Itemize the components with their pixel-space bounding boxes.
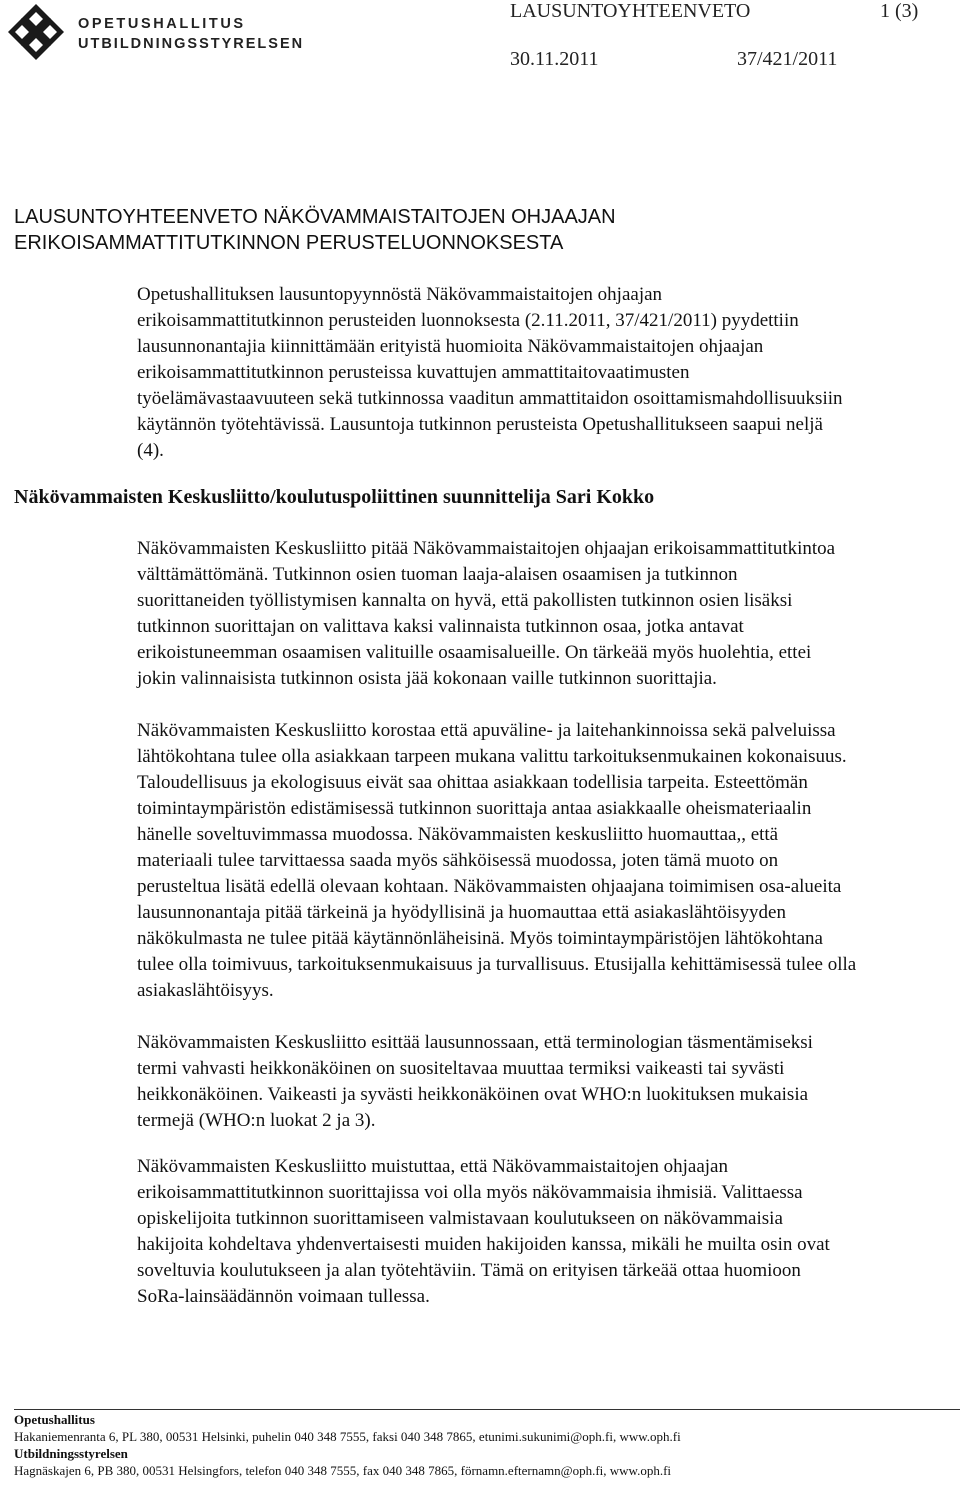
footer: [14, 1411, 681, 1479]
text-line: työelämävastaavuuteen sekä tutkinnossa vaaditun ammattitaidon osoittamismahdollisuuksiin: [137, 388, 843, 409]
text-line: hakijoita kohdeltava yhdenvertaisesti muiden hakijoiden kanssa, mikäli he muilta osin ovat: [137, 1234, 830, 1255]
text-line: perusteltua lisätä edellä olevaan kohtaan. Näkövammaisten ohjaajana toimimisen osa-alueita: [137, 876, 842, 897]
title-line: ERIKOISAMMATTITUTKINNON PERUSTELUONNOKSESTA: [14, 232, 564, 254]
text-line: Näkövammaisten Keskusliitto korostaa että apuväline- ja laitehankinnoissa sekä palveluissa: [137, 720, 836, 741]
text-line: toimintaympäristön edistämisessä tutkinnon suorittaja antaa asiakkaalle oheismateriaalin: [137, 798, 812, 819]
logo-wordmark: [78, 14, 304, 54]
document-type: LAUSUNTOYHTEENVETO: [510, 0, 751, 22]
diamond-logo-icon: [6, 2, 66, 62]
title-line: LAUSUNTOYHTEENVETO NÄKÖVAMMAISTAITOJEN OHJAAJAN: [14, 206, 616, 228]
text-line: Opetushallituksen lausuntopyynnöstä Näkövammaistaitojen ohjaajan: [137, 284, 663, 305]
text-line: materiaali tulee tarvittaessa saada myös sähköisessä muodossa, joten tämä muoto on: [137, 850, 779, 871]
text-line: jokin valinnaisista tutkinnon osista jää kokonaan vaille tutkinnon suorittajia.: [137, 668, 717, 689]
section-heading: Näkövammaisten Keskusliitto/koulutuspoliittinen suunnittelija Sari Kokko: [14, 486, 655, 508]
text-line: lausunnonantaja pitää tärkeinä ja hyödyllisinä ja huomauttaa että asiakaslähtöisyyden: [137, 902, 786, 923]
text-line: tulee olla toimivuus, tarkoituksenmukaisuus ja turvallisuus. Etusijalla kehittämisessä tulee olla: [137, 954, 857, 975]
text-line: lähtökohtana tulee olla asiakkaan tarpeen mukana valittu tarkoituksenmukainen kokonaisuus.: [137, 746, 847, 767]
text-line: käytännön työtehtävissä. Lausuntoja tutkinnon perusteista Opetushallitukseen saapui neljä: [137, 414, 823, 435]
footer-divider: [14, 1409, 960, 1410]
text-line: erikoisammattitutkinnon perusteiden luonnoksesta (2.11.2011, 37/421/2011) pyydettiin: [137, 310, 799, 331]
text-line: opiskelijoita tutkinnon suorittamiseen valmistavaan koulutukseen on näkövammaisia: [137, 1208, 783, 1229]
text-line: erikoisammattitutkinnon suorittajissa voi olla myös näkövammaisia ihmisiä. Valittaessa: [137, 1182, 803, 1203]
text-line: soveltuvia koulutukseen ja alan työtehtäviin. Tämä on erityisen tärkeää ottaa huomioon: [137, 1260, 801, 1281]
text-line: Taloudellisuus ja ekologisuus eivät saa ohittaa asiakkaan todellisia tarpeita. Esteettömän: [137, 772, 808, 793]
text-line: termi vahvasti heikkonäköinen on suositeltavaa muuttaa termiksi vaikeasti tai syvästi: [137, 1058, 785, 1079]
footer-address-swedish: Hagnäskajen 6, PB 380, 00531 Helsingfors, telefon 040 348 7555, fax 040 348 7865, förnamn.efternamn@oph.fi, www.oph.fi: [14, 1463, 672, 1478]
logo-line-finnish: OPETUSHALLITUS: [78, 16, 246, 32]
text-line: heikkonäköinen. Vaikeasti ja syvästi heikkonäköinen ovat WHO:n luokituksen mukaisia: [137, 1084, 809, 1105]
organization-logo: [2, 0, 305, 66]
text-line: näkökulmasta ne tulee pitää käytännönläheisinä. Myös toimintaympäristöjen lähtökohtana: [137, 928, 823, 949]
body-paragraph: [137, 1154, 952, 1310]
text-line: tutkinnon suorittajan on valittava kaksi valinnaista tutkinnon osaa, jotka antavat: [137, 616, 744, 637]
text-line: Näkövammaisten Keskusliitto esittää lausunnossaan, että terminologian täsmentämiseksi: [137, 1032, 813, 1053]
logo-line-swedish: UTBILDNINGSSTYRELSEN: [78, 36, 305, 52]
document-reference: 37/421/2011: [737, 48, 838, 70]
footer-org-finnish: Opetushallitus: [14, 1412, 95, 1427]
text-line: lausunnonantajia kiinnittämään erityistä huomioita Näkövammaistaitojen ohjaajan: [137, 336, 764, 357]
text-line: erikoistuneemman osaamisen valituille osaamisalueille. On tärkeää myös huolehtia, ettei: [137, 642, 812, 663]
document-title: [14, 204, 616, 256]
text-line: Näkövammaisten Keskusliitto pitää Näkövammaistaitojen ohjaajan erikoisammattitutkintoa: [137, 538, 836, 559]
document-date: 30.11.2011: [510, 48, 599, 70]
footer-org-swedish: Utbildningsstyrelsen: [14, 1446, 128, 1461]
page-number: 1 (3): [880, 0, 919, 22]
text-line: asiakaslähtöisyys.: [137, 980, 274, 1001]
text-line: termejä (WHO:n luokat 2 ja 3).: [137, 1110, 376, 1131]
text-line: Näkövammaisten Keskusliitto muistuttaa, että Näkövammaistaitojen ohjaajan: [137, 1156, 728, 1177]
text-line: välttämättömänä. Tutkinnon osien tuoman laaja-alaisen osaamisen ja tutkinnon: [137, 564, 738, 585]
text-line: erikoisammattitutkinnon perusteissa kuvattujen ammattitaitovaatimusten: [137, 362, 690, 383]
text-line: (4).: [137, 440, 164, 461]
body-paragraph: [137, 718, 952, 1004]
text-line: suorittaneiden työllistymisen kannalta on hyvä, että pakollisten tutkinnon osien lisäksi: [137, 590, 793, 611]
footer-address-finnish: Hakaniemenranta 6, PL 380, 00531 Helsinki, puhelin 040 348 7555, faksi 040 348 7865, etunimi.sukunimi@oph.fi, www.oph.fi: [14, 1429, 681, 1444]
body-paragraph: [137, 536, 952, 692]
body-paragraph: [137, 1030, 952, 1134]
intro-paragraph: [137, 282, 952, 464]
text-line: SoRa-lainsäädännön voimaan tullessa.: [137, 1286, 430, 1307]
text-line: hänelle soveltuvimmassa muodossa. Näkövammaisten keskusliitto huomauttaa,, että: [137, 824, 779, 845]
